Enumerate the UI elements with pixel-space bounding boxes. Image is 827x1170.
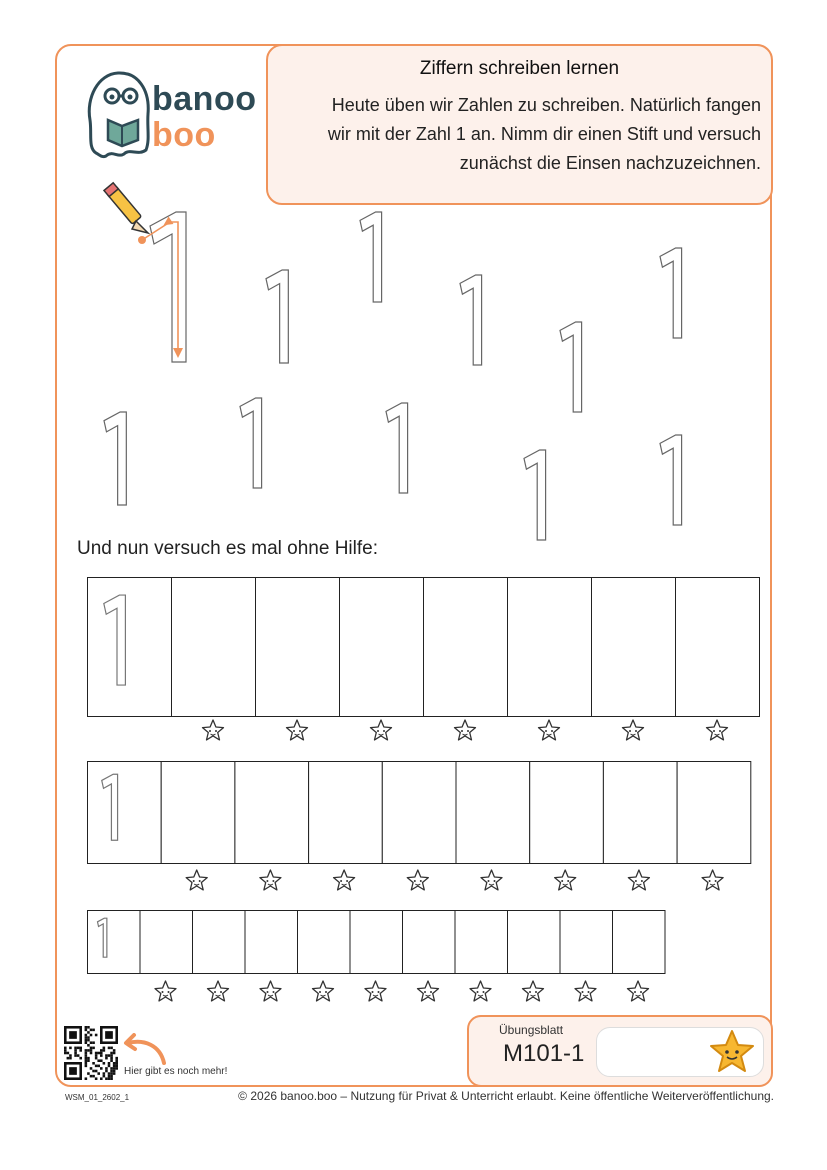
writing-box[interactable]: [677, 762, 751, 864]
writing-box[interactable]: [456, 762, 530, 864]
writing-box[interactable]: [424, 578, 508, 717]
rating-star-icon[interactable]: [523, 981, 544, 1001]
copyright-notice: © 2026 banoo.boo – Nutzung für Privat & Unterricht erlaubt. Keine öffentliche Weiterveröffentlichung.: [238, 1089, 774, 1103]
writing-box[interactable]: [382, 762, 456, 864]
tracing-one[interactable]: [560, 322, 582, 412]
rating-star-icon[interactable]: [365, 981, 386, 1001]
tracing-one[interactable]: [460, 275, 482, 365]
reward-field: [596, 1027, 764, 1077]
writing-box[interactable]: [603, 762, 677, 864]
tracing-one[interactable]: [660, 435, 682, 525]
rating-star-icon[interactable]: [203, 720, 224, 740]
rating-star-icon[interactable]: [539, 720, 560, 740]
smiling-star-icon: [707, 1028, 757, 1076]
instructions-line: wir mit der Zahl 1 an. Nimm dir einen Stift und versuch: [327, 124, 761, 144]
pencil-icon: [104, 183, 148, 233]
instructions-line: zunächst die Einsen nachzuzeichnen.: [459, 153, 761, 173]
writing-box[interactable]: [508, 911, 561, 974]
rating-star-icon[interactable]: [260, 870, 281, 890]
rating-star-icon[interactable]: [186, 870, 207, 890]
writing-box[interactable]: [256, 578, 340, 717]
rating-star-icon[interactable]: [334, 870, 355, 890]
writing-box[interactable]: [530, 762, 604, 864]
writing-box[interactable]: [88, 762, 162, 864]
tracing-one[interactable]: [524, 450, 546, 540]
rating-star-icon[interactable]: [555, 870, 576, 890]
worksheet-id-box: [467, 1015, 773, 1087]
tracing-one[interactable]: [266, 270, 288, 363]
writing-box[interactable]: [88, 578, 172, 717]
worksheet-code: M101-1: [503, 1040, 585, 1067]
tracing-one[interactable]: [240, 398, 262, 488]
tracing-one[interactable]: [104, 412, 126, 505]
writing-box[interactable]: [455, 911, 508, 974]
rating-star-icon[interactable]: [260, 981, 281, 1001]
rating-star-icon[interactable]: [481, 870, 502, 890]
worksheet-label: Übungsblatt: [499, 1023, 564, 1037]
writing-box[interactable]: [613, 911, 666, 974]
rating-star-icon[interactable]: [418, 981, 439, 1001]
practice-row-small: [87, 910, 667, 1008]
tracing-one[interactable]: [138, 212, 186, 362]
writing-box[interactable]: [235, 762, 309, 864]
tracing-one[interactable]: [660, 248, 682, 338]
qr-caption: Hier gibt es noch mehr!: [124, 1066, 228, 1077]
writing-box[interactable]: [161, 762, 235, 864]
no-help-instruction: Und nun versuch es mal ohne Hilfe:: [77, 538, 378, 559]
logo-word-banoo: banoo: [152, 80, 257, 118]
tracing-one[interactable]: [360, 212, 382, 302]
rating-star-icon[interactable]: [287, 720, 308, 740]
writing-box[interactable]: [340, 578, 424, 717]
instructions-line: Heute üben wir Zahlen zu schreiben. Natürlich fangen: [331, 95, 761, 115]
writing-box[interactable]: [193, 911, 246, 974]
rating-star-icon[interactable]: [470, 981, 491, 1001]
practice-row-medium: [87, 761, 753, 897]
rating-star-icon[interactable]: [208, 981, 229, 1001]
page-title: Ziffern schreiben lernen: [419, 58, 620, 79]
tracing-one[interactable]: [386, 403, 408, 493]
writing-box[interactable]: [172, 578, 256, 717]
qr-code-icon: [64, 1026, 118, 1080]
curved-arrow-icon: [120, 1033, 168, 1067]
rating-star-icon[interactable]: [623, 720, 644, 740]
writing-box[interactable]: [676, 578, 760, 717]
rating-star-icon[interactable]: [155, 981, 176, 1001]
writing-box[interactable]: [350, 911, 403, 974]
writing-box[interactable]: [298, 911, 351, 974]
rating-star-icon[interactable]: [628, 870, 649, 890]
writing-box[interactable]: [560, 911, 613, 974]
logo-word-boo: boo: [152, 116, 216, 154]
practice-row-large: [87, 577, 761, 747]
rating-star-icon[interactable]: [628, 981, 649, 1001]
writing-box[interactable]: [88, 911, 141, 974]
writing-box[interactable]: [140, 911, 193, 974]
rating-star-icon[interactable]: [407, 870, 428, 890]
document-id: WSM_01_2602_1: [65, 1093, 130, 1102]
rating-star-icon[interactable]: [455, 720, 476, 740]
tracing-area: [0, 0, 827, 560]
writing-box[interactable]: [309, 762, 383, 864]
rating-star-icon[interactable]: [575, 981, 596, 1001]
rating-star-icon[interactable]: [707, 720, 728, 740]
rating-star-icon[interactable]: [702, 870, 723, 890]
rating-star-icon[interactable]: [371, 720, 392, 740]
writing-box[interactable]: [245, 911, 298, 974]
writing-box[interactable]: [508, 578, 592, 717]
writing-box[interactable]: [592, 578, 676, 717]
rating-star-icon[interactable]: [313, 981, 334, 1001]
writing-box[interactable]: [403, 911, 456, 974]
